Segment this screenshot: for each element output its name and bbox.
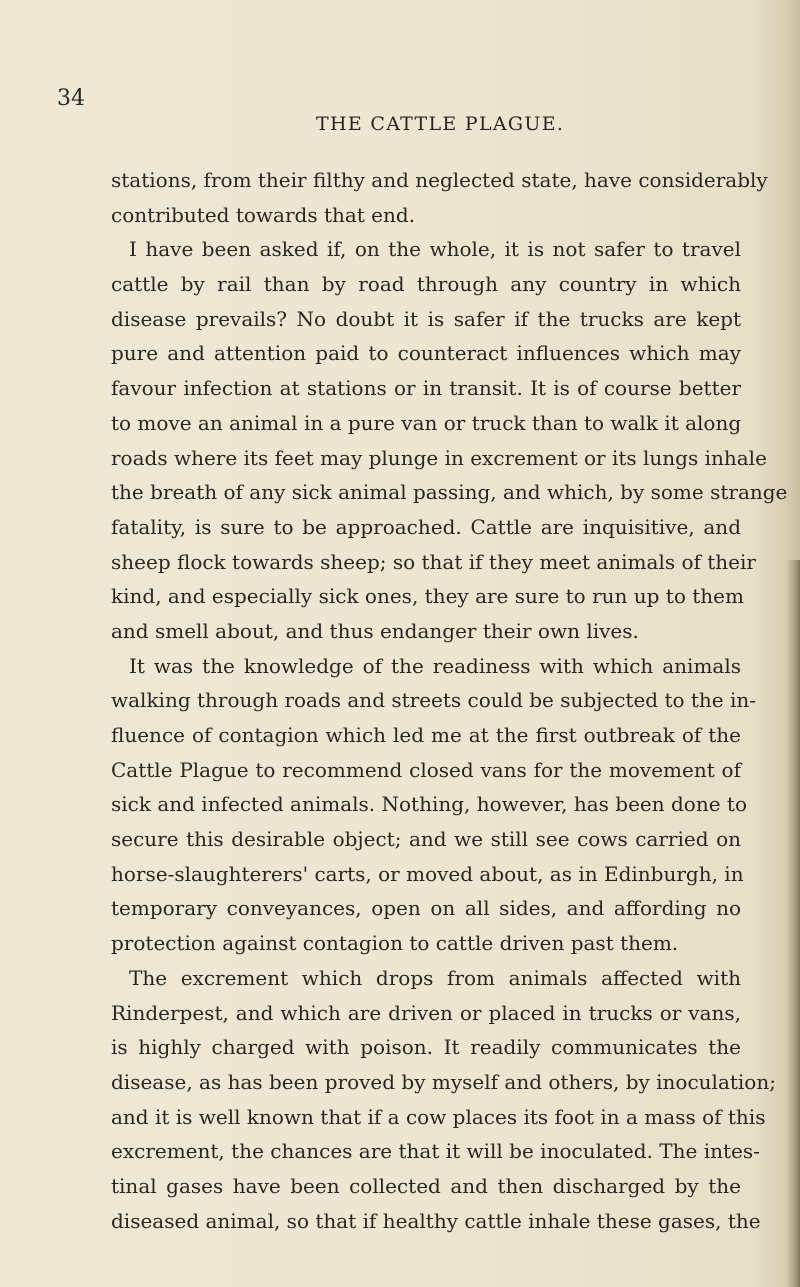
text-line: sheep flock towards sheep; so that if they meet animals of their bbox=[111, 549, 756, 574]
text-line: Rinderpest, and which are driven or placed in trucks or vans, bbox=[111, 1000, 741, 1025]
text-line: excrement, the chances are that it will be inoculated. The intes- bbox=[111, 1139, 760, 1164]
text-line: It was the knowledge of the readiness with which animals bbox=[129, 653, 741, 678]
text-line: I have been asked if, on the whole, it is not safer to travel bbox=[129, 237, 741, 262]
text-line: secure this desirable object; and we still see cows carried on bbox=[111, 827, 741, 852]
text-line: roads where its feet may plunge in excrement or its lungs inhale bbox=[111, 445, 767, 470]
text-line: pure and attention paid to counteract influences which may bbox=[111, 341, 741, 366]
text-line: cattle by rail than by road through any country in which bbox=[111, 272, 741, 297]
text-line: the breath of any sick animal passing, and which, by some strange bbox=[111, 480, 788, 505]
text-line: temporary conveyances, open on all sides, and affording no bbox=[111, 896, 741, 921]
text-line: Cattle Plague to recommend closed vans for the movement of bbox=[111, 757, 741, 782]
text-line: fluence of contagion which led me at the first outbreak of the bbox=[111, 723, 741, 747]
text-line: diseased animal, so that if healthy cattle inhale these gases, the bbox=[111, 1208, 761, 1233]
text-line: The excrement which drops from animals affected with bbox=[129, 965, 741, 990]
page-number: 34 bbox=[57, 86, 85, 111]
text-line: disease, as has been proved by myself and others, by inoculation; bbox=[111, 1069, 776, 1094]
body-text bbox=[111, 163, 788, 1238]
text-line: and it is well known that if a cow places its foot in a mass of this bbox=[111, 1104, 766, 1129]
text-line: horse-slaughterers' carts, or moved about, as in Edinburgh, in bbox=[111, 861, 744, 886]
text-line: is highly charged with poison. It readily communicates the bbox=[111, 1035, 741, 1060]
text-line: disease prevails? No doubt it is safer if the trucks are kept bbox=[111, 306, 741, 331]
text-line: stations, from their filthy and neglected state, have considerably bbox=[111, 168, 768, 192]
text-line: and smell about, and thus endanger their own lives. bbox=[111, 618, 639, 643]
page-edge-shadow bbox=[786, 560, 800, 1287]
text-line: sick and infected animals. Nothing, however, has been done to bbox=[111, 792, 747, 817]
text-line: favour infection at stations or in transit. It is of course better bbox=[111, 376, 741, 401]
text-line: fatality, is sure to be approached. Cattle are inquisitive, and bbox=[111, 514, 741, 539]
text-line: to move an animal in a pure van or truck than to walk it along bbox=[111, 410, 742, 435]
text-line: protection against contagion to cattle driven past them. bbox=[111, 931, 679, 956]
text-line: tinal gases have been collected and then discharged by the bbox=[111, 1173, 741, 1198]
running-head: THE CATTLE PLAGUE. bbox=[316, 113, 565, 135]
text-line: walking through roads and streets could be subjected to the in- bbox=[111, 688, 757, 713]
text-line: kind, and especially sick ones, they are sure to run up to them bbox=[111, 584, 744, 609]
text-line: contributed towards that end. bbox=[111, 202, 416, 227]
